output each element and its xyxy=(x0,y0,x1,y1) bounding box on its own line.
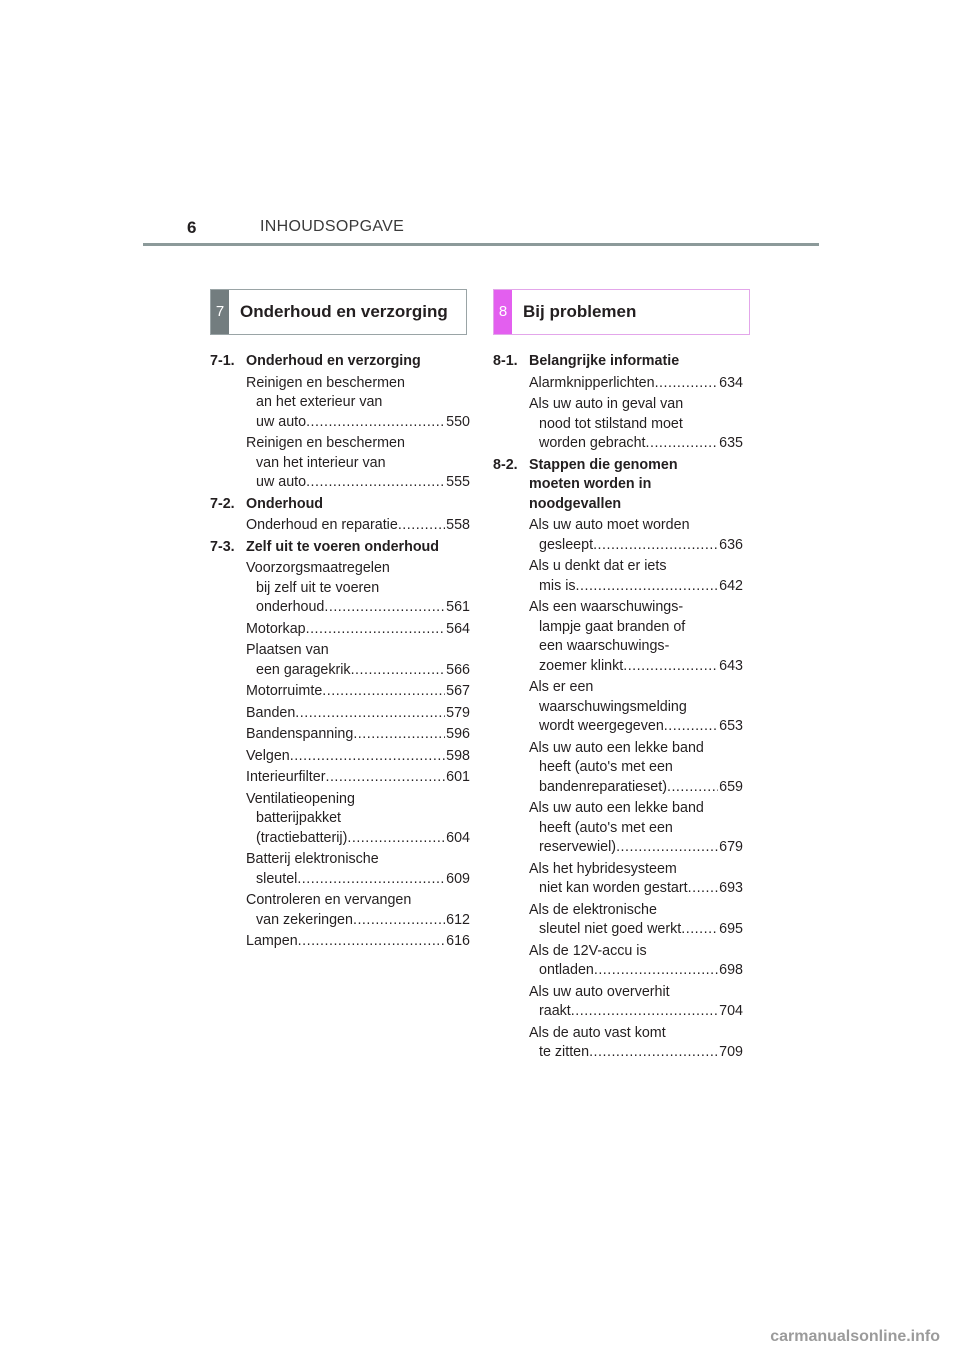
entry-line: Plaatsen van xyxy=(246,642,329,658)
dot-leader xyxy=(594,961,718,981)
toc-entry[interactable] xyxy=(493,860,743,899)
entry-line: Lampen xyxy=(246,933,298,949)
dot-leader xyxy=(616,838,718,858)
entry-line: Reinigen en beschermen xyxy=(246,435,405,451)
chapter-number: 8 xyxy=(494,290,512,334)
entry-text xyxy=(529,739,743,798)
section-title-line: Onderhoud en verzorging xyxy=(246,353,421,369)
entry-last-line xyxy=(529,838,743,858)
dot-leader xyxy=(398,516,445,536)
entry-text xyxy=(529,516,743,555)
section-title-line: Stappen die genomen xyxy=(529,456,678,473)
entry-text xyxy=(529,557,743,596)
entry-line: nood tot stilstand moet xyxy=(539,415,683,432)
toc-entry[interactable] xyxy=(210,620,470,640)
dot-leader xyxy=(295,704,445,724)
entry-line: Als de auto vast komt xyxy=(529,1024,666,1041)
entry-text xyxy=(246,932,470,952)
page-ref: 659 xyxy=(719,778,743,795)
section-title-line: moeten worden in xyxy=(529,476,652,492)
dot-leader xyxy=(593,536,718,556)
toc-entry[interactable] xyxy=(210,932,470,952)
toc-entry[interactable] xyxy=(210,704,470,724)
entry-line: Als uw auto een lekke band xyxy=(529,739,704,756)
toc-section xyxy=(493,456,743,1063)
dot-leader xyxy=(325,768,445,788)
entry-line: Als uw auto oververhit xyxy=(529,983,670,1000)
entry-text xyxy=(529,983,743,1022)
page-ref: 616 xyxy=(446,933,470,949)
entry-last-line xyxy=(246,932,470,952)
dot-leader xyxy=(306,413,445,433)
section-number: 7-1. xyxy=(210,353,235,369)
page-ref: 596 xyxy=(446,726,470,742)
section-heading[interactable] xyxy=(210,495,470,515)
entry-text xyxy=(246,682,470,702)
section-title-line: Onderhoud xyxy=(246,495,324,512)
entry-last-line xyxy=(529,434,743,454)
section-heading[interactable] xyxy=(493,352,743,372)
page-ref: 679 xyxy=(719,839,743,855)
entry-line: uw auto xyxy=(256,413,307,430)
toc-entry[interactable] xyxy=(210,850,470,889)
entry-line: batterijpakket xyxy=(256,810,342,826)
entry-line: Als uw auto een lekke band xyxy=(529,800,704,816)
section-title-line: Belangrijke informatie xyxy=(529,353,680,369)
entry-last-line xyxy=(529,920,743,940)
entry-line: te zitten xyxy=(539,1044,590,1060)
toc-entry[interactable] xyxy=(210,790,470,849)
toc-entry[interactable] xyxy=(493,374,743,394)
entry-line: mis is xyxy=(539,577,576,594)
page-ref: 704 xyxy=(719,1003,743,1019)
entry-text xyxy=(246,850,470,889)
entry-text xyxy=(246,434,470,493)
entry-line: bij zelf uit te voeren xyxy=(256,579,380,596)
dot-leader xyxy=(571,1002,718,1022)
entry-line: Onderhoud en reparatie xyxy=(246,517,398,533)
section-title-line: Zelf uit te voeren onderhoud xyxy=(246,538,440,555)
toc-entry[interactable] xyxy=(493,799,743,858)
entry-line: Velgen xyxy=(246,747,290,764)
entry-last-line xyxy=(246,620,470,640)
toc-entry[interactable] xyxy=(493,678,743,737)
entry-last-line xyxy=(529,374,743,394)
dot-leader xyxy=(322,682,445,702)
chapter-7-tab xyxy=(210,289,467,335)
toc-entry[interactable] xyxy=(493,901,743,940)
entry-line: onderhoud xyxy=(256,599,325,615)
entry-last-line xyxy=(246,661,470,681)
dot-leader xyxy=(353,725,445,745)
entry-last-line xyxy=(246,413,470,433)
section-heading[interactable] xyxy=(210,538,470,558)
entry-text xyxy=(529,678,743,737)
watermark: carmanualsonline.info xyxy=(770,1328,940,1345)
entry-line: Als uw auto moet worden xyxy=(529,517,690,533)
section-number: 8-2. xyxy=(493,456,518,473)
entry-text xyxy=(246,559,470,618)
dot-leader xyxy=(290,747,445,767)
entry-last-line xyxy=(529,961,743,981)
toc-entry[interactable] xyxy=(493,557,743,596)
toc-entry[interactable] xyxy=(210,641,470,680)
toc-entry[interactable] xyxy=(493,395,743,454)
entry-line: Reinigen en beschermen xyxy=(246,374,405,391)
toc-entry[interactable] xyxy=(493,942,743,981)
toc-entry[interactable] xyxy=(210,516,470,536)
entry-line: (tractiebatterij) xyxy=(256,829,348,846)
entry-text xyxy=(246,620,470,640)
toc-entry[interactable] xyxy=(493,1024,743,1063)
page-ref: 561 xyxy=(446,599,470,615)
entry-text xyxy=(529,799,743,858)
entry-text xyxy=(246,768,470,788)
page-ref: 612 xyxy=(446,911,470,928)
entry-text xyxy=(246,747,470,767)
entry-last-line xyxy=(246,870,470,890)
entry-line: sleutel niet goed werkt xyxy=(539,921,682,937)
entry-last-line xyxy=(246,725,470,745)
entry-last-line xyxy=(529,657,743,677)
entry-text xyxy=(529,374,743,394)
entry-line: Banden xyxy=(246,704,296,721)
entry-last-line xyxy=(246,516,470,536)
entry-last-line xyxy=(529,577,743,597)
entry-line: van zekeringen xyxy=(256,911,353,928)
dot-leader xyxy=(306,620,446,640)
entry-line: een garagekrik xyxy=(256,661,351,678)
entry-line: Ventilatieopening xyxy=(246,790,355,807)
dot-leader xyxy=(347,829,445,849)
entry-text xyxy=(529,598,743,676)
header-title: INHOUDSOPGAVE xyxy=(260,218,405,235)
dot-leader xyxy=(681,920,718,940)
page-ref: 558 xyxy=(446,517,470,533)
dot-leader xyxy=(688,879,719,899)
entry-line: Interieurfilter xyxy=(246,769,326,785)
page-ref: 693 xyxy=(719,880,743,896)
chapter-number: 7 xyxy=(211,290,229,334)
toc-entry[interactable] xyxy=(493,739,743,798)
entry-line: wordt weergegeven xyxy=(539,718,664,734)
entry-line: een waarschuwings- xyxy=(539,638,670,654)
toc-entry[interactable] xyxy=(210,725,470,745)
entry-text xyxy=(246,374,470,433)
entry-text xyxy=(529,1024,743,1063)
entry-line: Controleren en vervangen xyxy=(246,892,412,908)
page-ref: 567 xyxy=(446,683,470,699)
entry-text xyxy=(246,725,470,745)
page-ref: 643 xyxy=(719,657,743,674)
entry-line: uw auto xyxy=(256,474,307,490)
entry-text xyxy=(246,891,470,930)
dot-leader xyxy=(297,870,445,890)
entry-line: van het interieur van xyxy=(256,454,386,471)
dot-leader xyxy=(353,911,445,931)
toc-entry[interactable] xyxy=(210,374,470,433)
entry-line: bandenreparatieset) xyxy=(539,778,667,795)
entry-last-line xyxy=(529,879,743,899)
chapter-title: Bij problemen xyxy=(523,302,637,321)
toc-entry[interactable] xyxy=(493,598,743,676)
entry-line: waarschuwingsmelding xyxy=(539,698,687,715)
section-number: 8-1. xyxy=(493,353,518,369)
entry-last-line xyxy=(529,778,743,798)
page-ref: 604 xyxy=(446,829,470,846)
entry-line: sleutel xyxy=(256,870,298,887)
entry-line: an het exterieur van xyxy=(256,394,383,410)
entry-text xyxy=(529,860,743,899)
header-rule xyxy=(143,243,819,246)
dot-leader xyxy=(667,778,718,798)
entry-text xyxy=(529,395,743,454)
toc-entry[interactable] xyxy=(210,434,470,493)
page-ref: 566 xyxy=(446,661,470,678)
dot-leader xyxy=(351,661,446,681)
entry-text xyxy=(246,641,470,680)
entry-line: Motorkap xyxy=(246,620,306,637)
entry-line: Als het hybridesysteem xyxy=(529,860,677,877)
section-heading[interactable] xyxy=(210,352,470,372)
dot-leader xyxy=(576,577,719,597)
dot-leader xyxy=(655,374,719,394)
page-ref: 635 xyxy=(719,435,743,451)
entry-last-line xyxy=(246,829,470,849)
entry-last-line xyxy=(529,536,743,556)
entry-line: zoemer klinkt xyxy=(539,657,624,674)
entry-line: Motorruimte xyxy=(246,683,323,699)
entry-text xyxy=(246,516,470,536)
entry-line: Als uw auto in geval van xyxy=(529,396,684,412)
page-ref: 555 xyxy=(446,474,470,490)
entry-line: gesleept xyxy=(539,536,594,553)
dot-leader xyxy=(589,1043,718,1063)
entry-line: Als er een xyxy=(529,679,594,695)
dot-leader xyxy=(306,473,445,493)
entry-line: Voorzorgsmaatregelen xyxy=(246,560,390,576)
section-heading[interactable] xyxy=(493,456,743,515)
toc-entry[interactable] xyxy=(210,559,470,618)
entry-line: heeft (auto's met een xyxy=(539,819,673,836)
entry-line: Als de 12V-accu is xyxy=(529,942,647,959)
entry-last-line xyxy=(246,598,470,618)
entry-last-line xyxy=(529,717,743,737)
entry-text xyxy=(246,790,470,849)
dot-leader xyxy=(324,598,445,618)
page-ref: 550 xyxy=(446,413,470,430)
dot-leader xyxy=(623,657,718,677)
entry-last-line xyxy=(246,704,470,724)
entry-last-line xyxy=(246,911,470,931)
entry-last-line xyxy=(529,1043,743,1063)
entry-line: worden gebracht xyxy=(539,435,646,451)
toc-section xyxy=(493,352,743,454)
entry-line: Batterij elektronische xyxy=(246,851,379,867)
page-ref: 609 xyxy=(446,870,470,887)
entry-line: raakt xyxy=(539,1003,571,1019)
entry-line: heeft (auto's met een xyxy=(539,759,673,775)
dot-leader xyxy=(646,434,719,454)
section-number: 7-3. xyxy=(210,538,235,555)
page-ref: 709 xyxy=(719,1044,743,1060)
toc-entry[interactable] xyxy=(493,983,743,1022)
entry-last-line xyxy=(246,682,470,702)
section-number: 7-2. xyxy=(210,495,235,512)
entry-text xyxy=(246,704,470,724)
dot-leader xyxy=(664,717,718,737)
toc-entry[interactable] xyxy=(210,747,470,767)
entry-line: reservewiel) xyxy=(539,839,617,855)
page-number: 6 xyxy=(187,218,197,237)
entry-line: Als u denkt dat er iets xyxy=(529,558,667,574)
entry-last-line xyxy=(529,1002,743,1022)
entry-last-line xyxy=(246,473,470,493)
toc-section xyxy=(210,352,470,493)
entry-line: Alarmknipperlichten xyxy=(529,374,655,391)
entry-line: Als een waarschuwings- xyxy=(529,599,684,615)
entry-last-line xyxy=(246,768,470,788)
toc-entry[interactable] xyxy=(493,516,743,555)
page-ref: 695 xyxy=(719,921,743,937)
page-ref: 601 xyxy=(446,769,470,785)
page-ref: 598 xyxy=(446,747,470,764)
page-header xyxy=(143,216,819,246)
entry-line: lampje gaat branden of xyxy=(539,618,686,635)
entry-text xyxy=(529,942,743,981)
entry-text xyxy=(529,901,743,940)
page-ref: 698 xyxy=(719,962,743,978)
entry-line: Als de elektronische xyxy=(529,901,657,918)
entry-line: ontladen xyxy=(539,962,594,978)
page-ref: 653 xyxy=(719,718,743,734)
page-ref: 642 xyxy=(719,577,743,594)
entry-line: niet kan worden gestart xyxy=(539,880,688,896)
section-title-line: noodgevallen xyxy=(529,495,622,512)
entry-last-line xyxy=(246,747,470,767)
page-ref: 564 xyxy=(446,620,470,637)
entry-line: Bandenspanning xyxy=(246,726,354,742)
page-ref: 636 xyxy=(719,536,743,553)
page-ref: 579 xyxy=(446,704,470,721)
toc-column-chapter-7 xyxy=(210,352,470,954)
toc-section xyxy=(210,538,470,952)
page-ref: 634 xyxy=(719,374,743,391)
toc-column-chapter-8 xyxy=(493,352,743,1065)
chapter-8-tab xyxy=(493,289,750,335)
dot-leader xyxy=(298,932,445,952)
toc-entry[interactable] xyxy=(210,768,470,788)
toc-section xyxy=(210,495,470,536)
toc-entry[interactable] xyxy=(210,682,470,702)
toc-entry[interactable] xyxy=(210,891,470,930)
chapter-title: Onderhoud en verzorging xyxy=(240,302,448,321)
